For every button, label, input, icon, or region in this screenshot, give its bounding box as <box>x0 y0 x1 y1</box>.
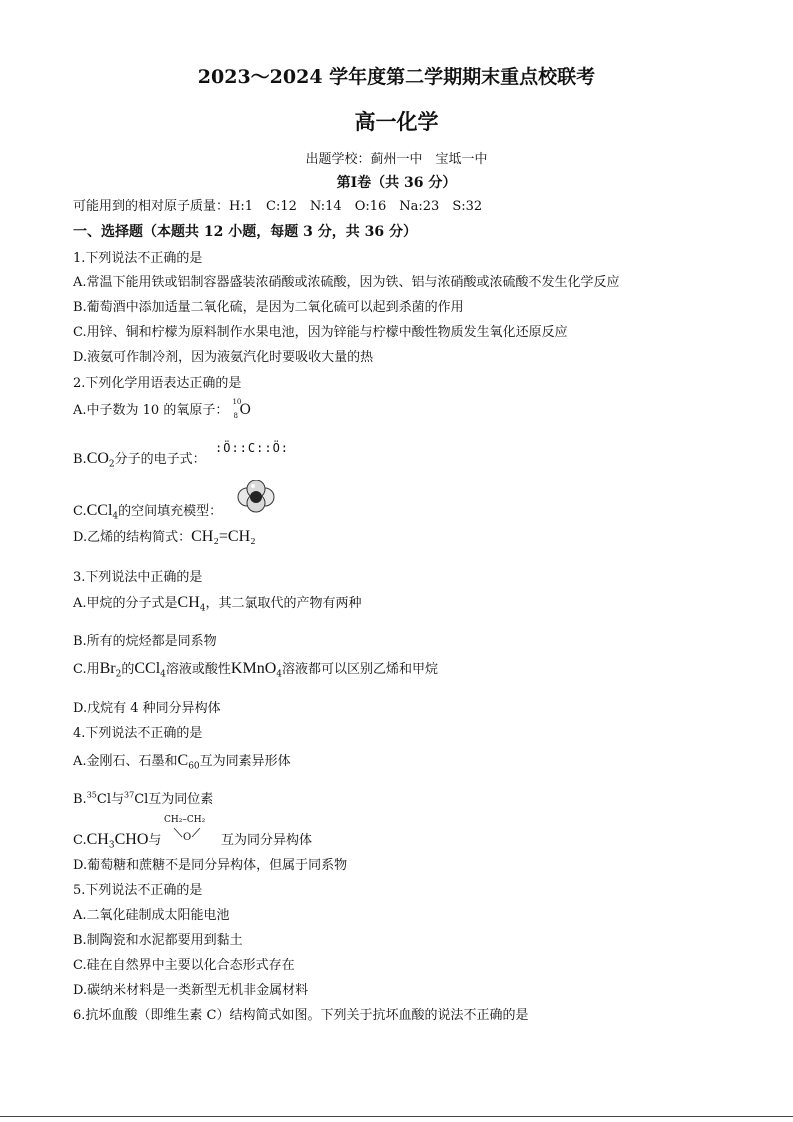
q4-option-d: D.葡萄糖和蔗糖不是同分异构体，但属于同系物 <box>73 858 348 873</box>
q3-c-s1: 2 <box>115 669 122 680</box>
q4-a-pre: A.金刚石、石墨和 <box>73 754 178 769</box>
volume-heading: 第Ⅰ卷（共 36 分） <box>336 175 457 191</box>
q4-option-a <box>73 750 291 772</box>
q4-a-sub: 60 <box>188 761 200 772</box>
q5-option-c: C.硅在自然界中主要以化合态形式存在 <box>73 958 295 973</box>
q1-stem: 1.下列说法不正确的是 <box>73 251 203 266</box>
q3-a-post: ，其二氯取代的产物有两种 <box>205 596 362 611</box>
q4-option-c <box>73 829 161 851</box>
q2-c-text: 的空间填充模型： <box>118 504 223 519</box>
q3-option-d: D.戊烷有 4 种同分异构体 <box>73 701 221 716</box>
q3-c-f1: Br <box>99 660 116 677</box>
q4-b-mid: 与 <box>110 792 124 807</box>
subject-title: 高一化学 <box>354 109 439 134</box>
atomic-masses-label: 可能用到的相对原子质量： <box>73 199 230 214</box>
q4-stem: 4.下列说法不正确的是 <box>73 726 203 741</box>
ring-oxygen-label: O <box>183 832 192 843</box>
q2-b-prefix: B. <box>73 452 87 467</box>
q2-a-atomic-number: 8 <box>233 411 238 420</box>
q2-d-formula: CH₂=CH₂ <box>191 528 256 545</box>
q3-c-s3: 4 <box>276 669 282 680</box>
q1-option-a: A.常温下能用铁或铝制容器盛装浓硝酸或浓硫酸，因为铁、铝与浓硝酸或浓硫酸不发生化学反应 <box>73 275 620 290</box>
q2-option-c <box>73 500 222 522</box>
q2-stem: 2.下列化学用语表达正确的是 <box>73 376 242 391</box>
q2-c-sub: 4 <box>112 511 119 522</box>
q2-c-prefix: C. <box>73 504 87 519</box>
q6-stem: 6.抗坏血酸（即维生素 C）结构简式如图。下列关于抗坏血酸的说法不正确的是 <box>73 1008 529 1023</box>
q2-d-text: D.乙烯的结构简式： <box>73 530 192 545</box>
q2-a-mass-number: 10 <box>232 397 242 406</box>
q2-a-symbol: O <box>239 401 251 418</box>
q4-a-formula: C <box>177 752 189 769</box>
q4-b-mass2: 37 <box>124 790 135 800</box>
q3-c-post: 溶液都可以区别乙烯和甲烷 <box>282 662 439 677</box>
q2-option-d <box>73 526 256 546</box>
q4-b-sym2: Cl <box>134 792 149 807</box>
q4-b-post: 互为同位素 <box>148 792 214 807</box>
q3-a-sub: 4 <box>199 603 206 614</box>
q4-b-mass1: 35 <box>86 790 97 800</box>
q5-option-a: A.二氧化硅制成太阳能电池 <box>73 908 230 923</box>
q1-option-d: D.液氨可作制冷剂，因为液氨汽化时要吸收大量的热 <box>73 350 374 365</box>
q5-option-d: D.碳纳米材料是一类新型无机非金属材料 <box>73 983 309 998</box>
q4-option-b <box>73 788 213 807</box>
q3-c-pre: C.用 <box>73 662 100 677</box>
footer-rule <box>0 1116 793 1117</box>
atomic-masses-values: H:1 C:12 N:14 O:16 Na:23 S:32 <box>229 199 483 214</box>
q4-b-sym1: Cl <box>96 792 111 807</box>
q3-c-f3: KMnO <box>230 660 277 677</box>
ethylene-oxide-structure <box>162 815 216 847</box>
ring-top-label: CH₂–CH₂ <box>164 815 206 825</box>
page-title: 2023～2024 学年度第二学期期末重点校联考 <box>197 66 596 88</box>
q1-option-c: C.用锌、铜和柠檬为原料制作水果电池，因为锌能与柠檬中酸性物质发生氧化还原反应 <box>73 325 568 340</box>
q3-a-pre: A.甲烷的分子式是 <box>73 596 178 611</box>
q3-option-a <box>73 592 362 614</box>
q2-b-electron-dot: :Ö::C::Ö: <box>215 441 290 455</box>
q4-c-mid: 与 <box>148 833 162 848</box>
q5-option-b: B.制陶瓷和水泥都要用到黏土 <box>73 933 243 948</box>
q2-c-formula: CCl <box>86 502 113 519</box>
q4-c-pre: C. <box>73 833 87 848</box>
q1-option-b: B.葡萄酒中添加适量二氧化硫，是因为二氧化硫可以起到杀菌的作用 <box>73 300 464 315</box>
q3-stem: 3.下列说法中正确的是 <box>73 570 203 585</box>
q3-a-formula: CH <box>177 594 200 611</box>
q2-a-nuclide <box>232 397 251 421</box>
q4-a-post: 互为同素异形体 <box>199 754 291 769</box>
schools-line: 出题学校：蓟州一中 宝坻一中 <box>305 152 488 167</box>
q4-c-sub: 3 <box>108 840 115 851</box>
q4-c-formula: CH <box>86 831 109 848</box>
q2-b-sub: 2 <box>108 459 115 470</box>
q4-c-post: 互为同分异构体 <box>221 833 313 848</box>
q2-option-a <box>73 399 250 421</box>
q4-c-formula2: CHO <box>114 831 149 848</box>
section-heading: 一、选择题（本题共 12 小题，每题 3 分，共 36 分） <box>73 224 417 240</box>
q3-c-mid2: 溶液或酸性 <box>165 662 231 677</box>
q2-b-formula: CO <box>86 450 109 467</box>
q3-option-b: B.所有的烷烃都是同系物 <box>73 634 217 649</box>
atomic-masses <box>73 195 482 214</box>
q3-c-s2: 4 <box>160 669 166 680</box>
q3-c-f2: CCl <box>134 660 161 677</box>
q4-b-pre: B. <box>73 792 87 807</box>
q2-a-text: A.中子数为 10 的氧原子： <box>73 403 229 418</box>
q5-stem: 5.下列说法不正确的是 <box>73 883 203 898</box>
q3-c-mid1: 的 <box>121 662 135 677</box>
q2-option-b <box>73 448 206 470</box>
ccl4-space-filling-model-icon <box>237 480 275 514</box>
q3-option-c <box>73 658 438 680</box>
q2-b-text: 分子的电子式： <box>114 452 206 467</box>
